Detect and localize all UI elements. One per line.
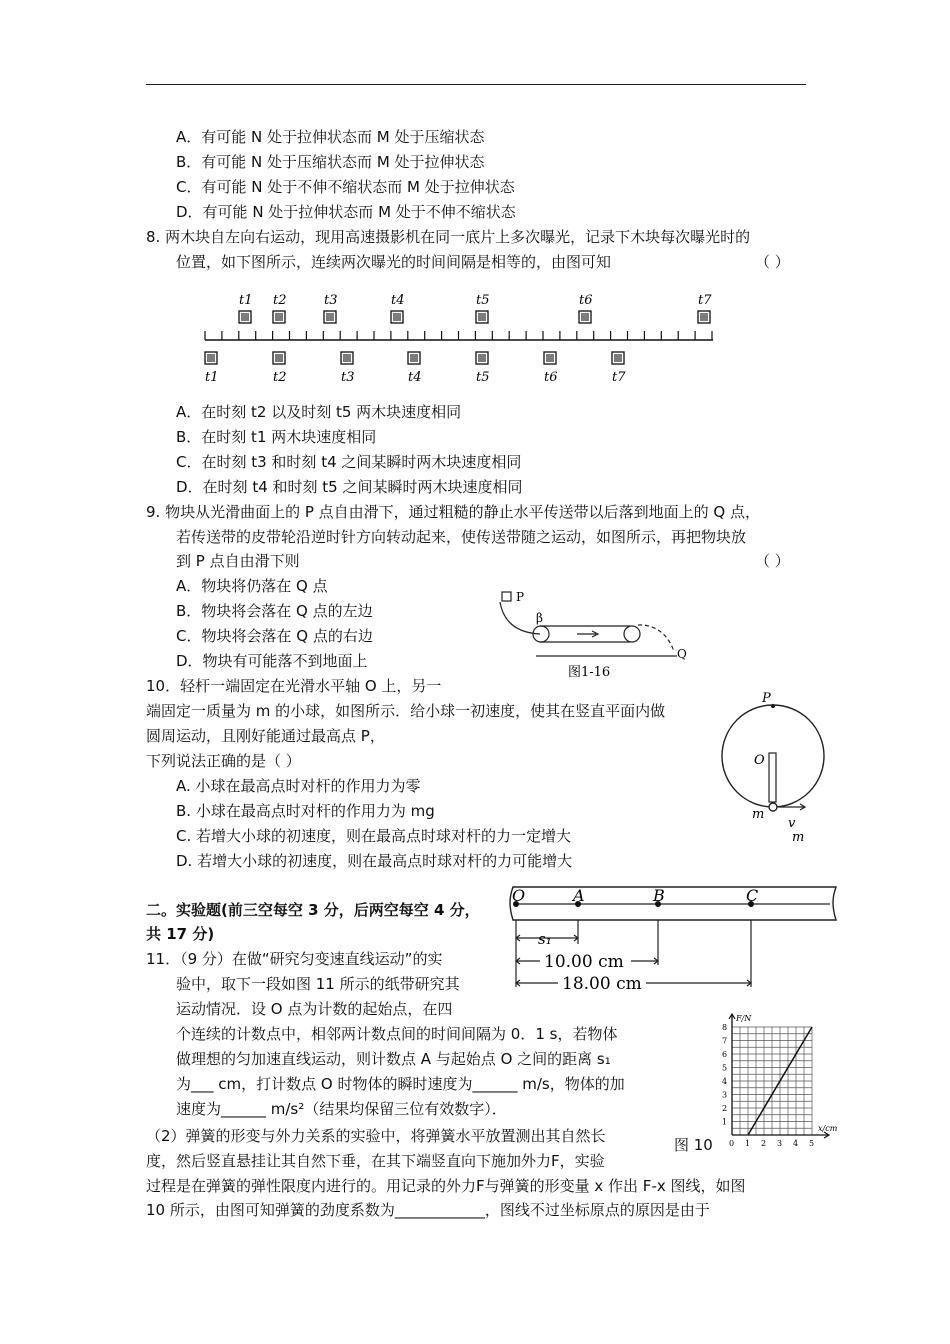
q8-bottom-label-t5: t5 xyxy=(476,370,490,385)
q11-stem-line2: 验中，取下一段如图 11 所示的纸带研究其 xyxy=(176,975,460,993)
q8-top-block-t7 xyxy=(698,311,710,323)
q8-answer-paren: （ ） xyxy=(755,253,790,271)
fx-x-tick-label: 1 xyxy=(745,1139,751,1148)
fx-x-tick-label: 4 xyxy=(793,1139,799,1148)
fx-y-tick-label: 1 xyxy=(722,1117,728,1127)
q8-top-block-t5 xyxy=(476,311,488,323)
q8-bottom-block-t6 xyxy=(544,352,556,364)
section2-heading-line1: 二。实验题(前三空每空 3 分，后两空每空 4 分， xyxy=(146,901,480,919)
q9-pulley-right xyxy=(624,626,640,642)
q8-bottom-label-t3: t3 xyxy=(341,370,355,385)
q8-top-block-t6 xyxy=(579,311,591,323)
fx-y-tick-label: 5 xyxy=(722,1063,728,1073)
q11-label-s1: s₁ xyxy=(538,930,552,948)
q11-label-a: A xyxy=(573,886,585,905)
q7-option-b: B．有可能 N 处于压缩状态而 M 处于拉伸状态 xyxy=(176,153,485,171)
q10-option-c: C. 若增大小球的初速度，则在最高点时球对杆的力一定增大 xyxy=(176,827,572,845)
q9-block xyxy=(502,592,511,601)
q11-stem-line7: 速度为______ m/s²（结果均保留三位有效数字）． xyxy=(176,1100,507,1118)
q10-stem-line4: 下列说法正确的是（ ） xyxy=(146,752,301,770)
q9-option-c: C．物块将会落在 Q 点的右边 xyxy=(176,627,373,645)
q10-option-b: B. 小球在最高点时对杆的作用力为 mg xyxy=(176,802,435,820)
q10-circle xyxy=(722,705,824,807)
q8-option-b: B．在时刻 t1 两木块速度相同 xyxy=(176,428,377,446)
q11-part2-line3: 过程是在弹簧的弹性限度内进行的。用记录的外力F与弹簧的形变量 x 作出 F-x 图线，如图 xyxy=(146,1177,746,1195)
q11-stem-line5: 做理想的匀加速直线运动，则计数点 A 与起始点 O 之间的距离 s₁ xyxy=(176,1050,611,1068)
q8-bottom-block-t7 xyxy=(612,352,624,364)
fx-y-tick-label: 3 xyxy=(722,1090,728,1100)
q7-option-a: A．有可能 N 处于拉伸状态而 M 处于压缩状态 xyxy=(176,128,485,146)
q11-part2-line1: （2）弹簧的形变与外力关系的实验中，将弹簧水平放置测出其自然长 xyxy=(146,1127,606,1145)
section2-heading-line2: 共 17 分) xyxy=(146,925,215,943)
q10-stem-line1: 10．轻杆一端固定在光滑水平轴 O 上，另一 xyxy=(146,677,442,695)
fx-x-tick-label: 2 xyxy=(761,1139,767,1148)
q10-circle-figure xyxy=(712,686,832,846)
q8-bottom-block-t2 xyxy=(273,352,285,364)
q11-stem-line1: 11．（9 分）在做“研究匀变速直线运动”的实 xyxy=(146,950,443,968)
q10-label-p: P xyxy=(762,691,771,706)
q8-option-c: C．在时刻 t3 和时刻 t4 之间某瞬时两木块速度相同 xyxy=(176,453,522,471)
q11-label-o: O xyxy=(512,886,526,905)
q10-label-v: v xyxy=(788,816,796,831)
q9-label-p: P xyxy=(516,590,525,604)
q8-top-label-t7: t7 xyxy=(698,293,712,308)
q10-stem-line2: 端固定一质量为 m 的小球，如图所示．给小球一初速度，使其在竖直平面内做 xyxy=(146,702,666,720)
q11-part2-line2: 度，然后竖直悬挂让其自然下垂，在其下端竖直向下施加外力F，实验 xyxy=(146,1152,605,1170)
q11-part2-line4: 10 所示，由图可知弹簧的劲度系数为____________，图线不过坐标原点的原因是由于 xyxy=(146,1201,710,1219)
q8-bottom-block-t3 xyxy=(341,352,353,364)
q10-option-d: D. 若增大小球的初速度，则在最高点时球对杆的力可能增大 xyxy=(176,852,573,870)
q7-option-c: C．有可能 N 处于不伸不缩状态而 M 处于拉伸状态 xyxy=(176,178,515,196)
fx-y-tick-label: 2 xyxy=(722,1104,728,1113)
fx-x-tick-label: 5 xyxy=(809,1139,815,1148)
q9-answer-paren: （ ） xyxy=(755,552,790,570)
fx-y-tick-label: 4 xyxy=(722,1077,728,1086)
q11-paper-tape-figure xyxy=(500,882,845,997)
q8-bottom-label-t7: t7 xyxy=(612,370,626,385)
q8-bottom-block-t1 xyxy=(205,352,217,364)
q8-bottom-label-t4: t4 xyxy=(408,370,422,385)
q11-distance-ob: 10.00 cm xyxy=(544,952,624,972)
q10-option-a: A. 小球在最高点时对杆的作用力为零 xyxy=(176,777,421,795)
q9-stem-line3: 到 P 点自由滑下则 xyxy=(176,552,300,570)
q11-distance-oc: 18.00 cm xyxy=(562,974,642,994)
q11-label-b: B xyxy=(653,886,665,905)
q8-stem-line1: 8. 两木块自左向右运动，现用高速摄影机在同一底片上多次曝光，记录下木块每次曝光时的 xyxy=(146,228,751,246)
fig10-fx-chart xyxy=(700,1003,840,1153)
fx-y-axis-label: F/N xyxy=(736,1014,752,1023)
q8-top-block-t2 xyxy=(273,311,285,323)
q9-option-d: D．物块有可能落不到地面上 xyxy=(176,652,368,670)
q10-label-m2: m xyxy=(792,830,805,845)
fig10-label: 图 10 xyxy=(674,1136,713,1154)
q7-option-d: D．有可能 N 处于拉伸状态而 M 处于不伸不缩状态 xyxy=(176,203,516,221)
q10-stem-line3: 圆周运动，且刚好能通过最高点 P， xyxy=(146,727,385,745)
q9-option-b: B．物块将会落在 Q 点的左边 xyxy=(176,602,373,620)
q8-top-block-t4 xyxy=(391,311,403,323)
fx-y-tick-label: 7 xyxy=(722,1036,728,1046)
fx-x-tick-label: 3 xyxy=(777,1139,783,1148)
fx-y-tick-label: 6 xyxy=(722,1050,728,1059)
q8-top-block-t1 xyxy=(239,311,251,323)
fx-y-tick-label: 8 xyxy=(722,1023,728,1032)
q11-stem-line3: 运动情况．设 O 点为计数的起始点，在四 xyxy=(176,1000,453,1018)
q8-top-label-t4: t4 xyxy=(391,293,405,308)
q9-label-q: Q xyxy=(677,647,687,661)
q8-bottom-block-t5 xyxy=(476,352,488,364)
q9-stem-line2: 若传送带的皮带轮沿逆时针方向转动起来，使传送带随之运动，如图所示，再把物块放 xyxy=(176,528,747,546)
q10-ball xyxy=(769,803,777,811)
q10-label-o: O xyxy=(754,753,765,768)
q9-caption: 图1-16 xyxy=(568,665,611,680)
q8-top-label-t2: t2 xyxy=(273,293,287,308)
fx-x-axis-label: x/cm xyxy=(818,1124,838,1133)
q8-bottom-block-t4 xyxy=(408,352,420,364)
fx-x-tick-label: 0 xyxy=(729,1139,735,1148)
q10-rod xyxy=(769,753,776,802)
q9-option-a: A．物块将仍落在 Q 点 xyxy=(176,577,328,595)
q8-bottom-label-t1: t1 xyxy=(205,370,219,385)
q8-top-label-t6: t6 xyxy=(579,293,593,308)
q8-top-label-t3: t3 xyxy=(324,293,338,308)
q9-stem-line1: 9. 物块从光滑曲面上的 P 点自由滑下，通过粗糙的静止水平传送带以后落到地面上的 Q 点， xyxy=(146,503,761,521)
q8-top-label-t5: t5 xyxy=(476,293,490,308)
q11-stem-line6: 为___ cm，打计数点 O 时物体的瞬时速度为______ m/s，物体的加 xyxy=(176,1075,625,1093)
q8-option-d: D．在时刻 t4 和时刻 t5 之间某瞬时两木块速度相同 xyxy=(176,478,523,496)
header-rule xyxy=(146,84,806,85)
q8-option-a: A．在时刻 t2 以及时刻 t5 两木块速度相同 xyxy=(176,403,462,421)
q8-top-label-t1: t1 xyxy=(239,293,253,308)
q9-label-beta: β xyxy=(536,611,543,625)
q9-trajectory xyxy=(638,625,674,652)
q9-conveyor-figure xyxy=(492,588,702,683)
q8-stem-line2: 位置，如下图所示，连续两次曝光的时间间隔是相等的，由图可知 xyxy=(176,253,612,271)
q8-top-block-t3 xyxy=(324,311,336,323)
q11-label-c: C xyxy=(746,886,759,905)
q10-label-m: m xyxy=(752,807,765,822)
q8-exposure-diagram xyxy=(195,290,725,385)
q8-bottom-label-t6: t6 xyxy=(544,370,558,385)
q8-bottom-label-t2: t2 xyxy=(273,370,287,385)
q11-stem-line4: 个连续的计数点中，相邻两计数点间的时间间隔为 0．1 s，若物体 xyxy=(176,1025,618,1043)
